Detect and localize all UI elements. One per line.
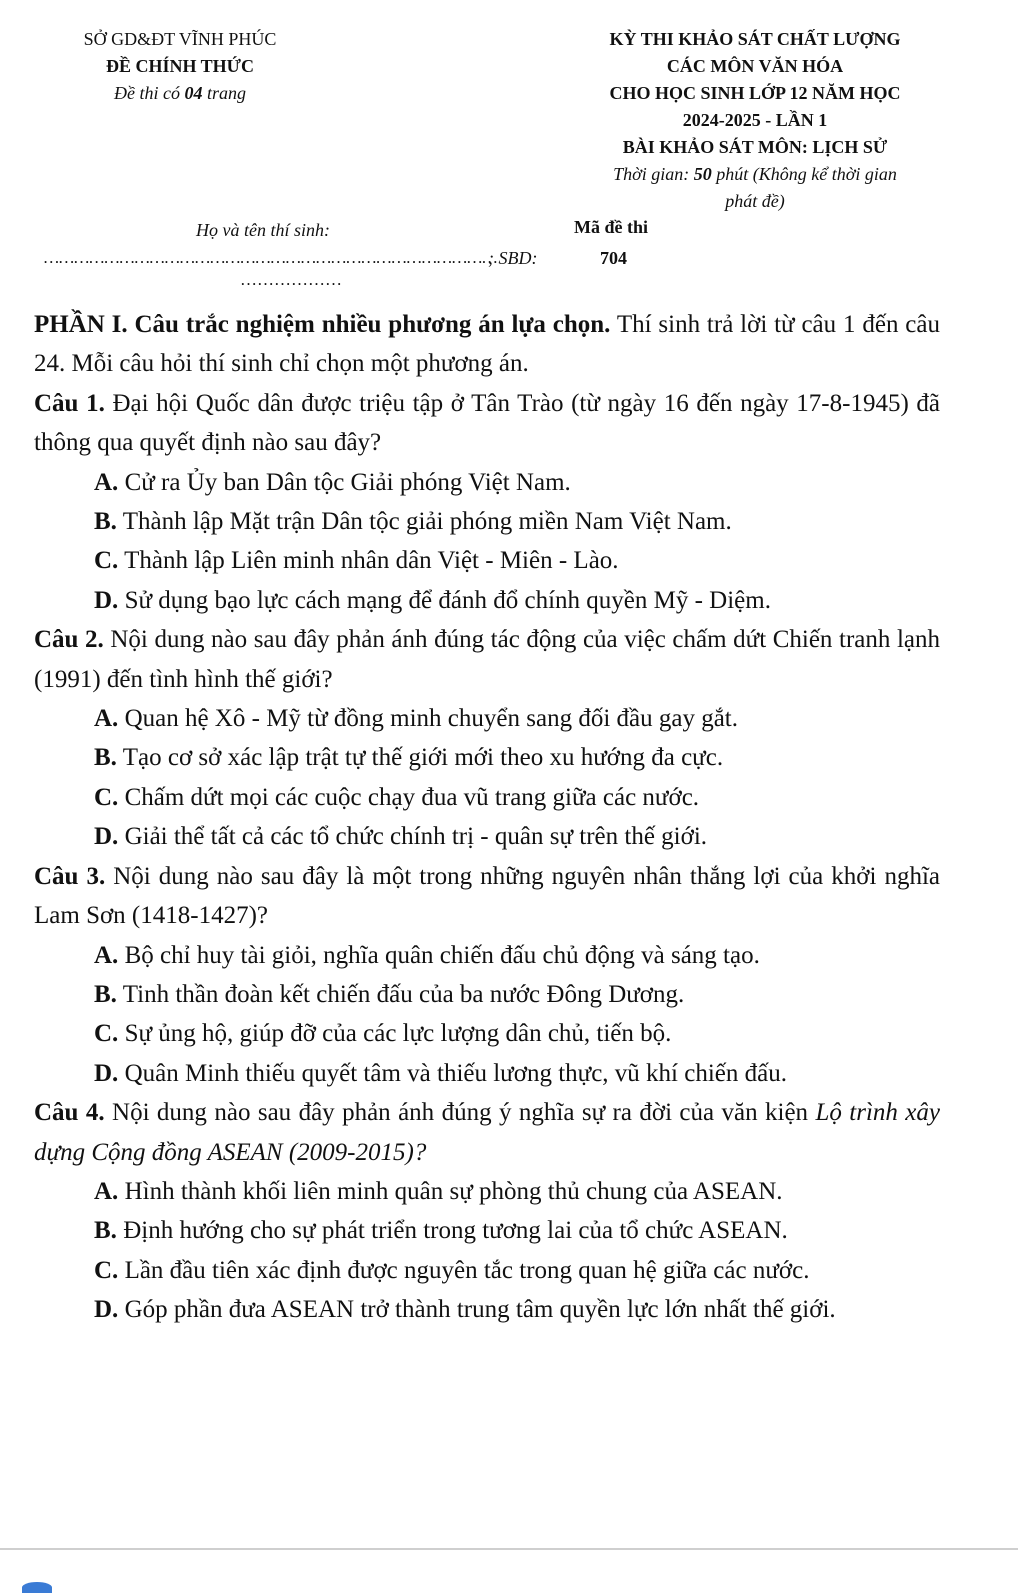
question-3-text: Nội dung nào sau đây là một trong những nguyên nhân thắng lợi của khởi nghĩa Lam Sơn (1418-1427)? (34, 862, 940, 930)
option-text: Thành lập Liên minh nhân dân Việt - Miên - Lào. (118, 547, 619, 575)
header-right (520, 26, 990, 215)
student-name-dots: ……………………………………………………………………………… (44, 248, 498, 267)
option-key: D. (94, 1059, 119, 1087)
header-left (0, 26, 360, 107)
question-2 (34, 620, 940, 699)
sbd-dots: ……………… (240, 270, 342, 289)
option-key: A. (94, 941, 119, 969)
exam-name-line3: CHO HỌC SINH LỚP 12 NĂM HỌC (609, 83, 901, 103)
exam-code-value: 704 (600, 248, 627, 268)
question-2-label: Câu 2. (34, 626, 104, 654)
question-2-option-a (34, 699, 940, 738)
option-text: Sử dụng bạo lực cách mạng để đánh đổ chính quyền Mỹ - Diệm. (118, 586, 771, 614)
exam-name-line4: 2024-2025 - LẦN 1 (682, 110, 828, 130)
question-4-option-c (34, 1251, 940, 1290)
part1-instruction: Thí sinh trả lời từ câu 1 đến câu 24. Mỗi câu hỏi thí sinh chỉ chọn một phương án. (34, 311, 940, 378)
part1-heading (34, 305, 940, 384)
option-key: B. (94, 508, 117, 536)
question-1-option-b (34, 502, 940, 541)
question-1-option-d (34, 581, 940, 620)
question-3-option-a (34, 936, 940, 975)
question-3 (34, 857, 940, 936)
official-label: ĐỀ CHÍNH THỨC (105, 56, 255, 76)
question-2-option-b (34, 738, 940, 777)
question-3-label: Câu 3. (34, 862, 106, 890)
option-text: Hình thành khối liên minh quân sự phòng thủ chung của ASEAN. (118, 1177, 783, 1205)
option-key: D. (94, 823, 119, 851)
option-key: A. (94, 468, 119, 496)
part1-title: PHẦN I. Câu trắc nghiệm nhiều phương án lựa chọn. (34, 311, 611, 338)
question-4-text: Nội dung nào sau đây phản ánh đúng ý nghĩa sự ra đời của văn kiện (104, 1099, 816, 1127)
question-4-document-title: Lộ trình xây dựng Cộng đồng ASEAN (2009-2015)? (34, 1099, 940, 1166)
question-4-label: Câu 4. (34, 1099, 105, 1127)
option-key: D. (94, 1296, 119, 1324)
question-3-option-c (34, 1014, 940, 1053)
exam-name-line1: KỲ THI KHẢO SÁT CHẤT LƯỢNG (609, 29, 901, 49)
option-text: Thành lập Mặt trận Dân tộc giải phóng miền Nam Việt Nam. (116, 508, 732, 536)
option-text: Định hướng cho sự phát triển trong tương lai của tổ chức ASEAN. (116, 1217, 788, 1245)
question-2-option-d (34, 817, 940, 856)
subject-title: BÀI KHẢO SÁT MÔN: LỊCH SỬ (622, 137, 888, 157)
question-2-option-c (34, 778, 940, 817)
option-text: Chấm dứt mọi các cuộc chạy đua vũ trang giữa các nước. (118, 783, 700, 811)
pages-note: Đề thi có 04 trang (114, 83, 246, 103)
option-text: Quân Minh thiếu quyết tâm và thiếu lương thực, vũ khí chiến đấu. (118, 1059, 787, 1087)
question-1-option-a (34, 463, 940, 502)
time-line1: Thời gian: 50 phút (Không kể thời gian (613, 164, 897, 184)
option-key: B. (94, 980, 117, 1008)
option-key: C. (94, 783, 119, 811)
option-key: C. (94, 1256, 119, 1284)
question-1-label: Câu 1. (34, 389, 105, 417)
page-bottom-divider (0, 1548, 1018, 1550)
option-key: D. (94, 586, 119, 614)
option-key: C. (94, 1020, 119, 1048)
exam-name-line2: CÁC MÔN VĂN HÓA (666, 56, 844, 76)
option-text: Tinh thần đoàn kết chiến đấu của ba nước Đông Dương. (116, 980, 685, 1008)
question-4 (34, 1093, 940, 1172)
question-3-option-b (34, 975, 940, 1014)
question-4-option-d (34, 1290, 940, 1329)
scroll-indicator[interactable] (22, 1582, 52, 1593)
option-key: B. (94, 744, 117, 772)
student-name-label: Họ và tên thí sinh: (196, 220, 330, 240)
question-4-option-b (34, 1211, 940, 1250)
option-text: Tạo cơ sở xác lập trật tự thế giới mới theo xu hướng đa cực. (116, 744, 724, 772)
option-text: Bộ chỉ huy tài giỏi, nghĩa quân chiến đấu chủ động và sáng tạo. (118, 941, 760, 969)
option-key: A. (94, 705, 119, 733)
exam-content (34, 305, 940, 1330)
option-text: Lần đầu tiên xác định được nguyên tắc trong quan hệ giữa các nước. (118, 1256, 810, 1284)
option-text: Góp phần đưa ASEAN trở thành trung tâm quyền lực lớn nhất thế giới. (118, 1296, 836, 1324)
option-key: A. (94, 1177, 119, 1205)
department-name: SỞ GD&ĐT VĨNH PHÚC (83, 29, 277, 49)
question-2-text: Nội dung nào sau đây phản ánh đúng tác động của việc chấm dứt Chiến tranh lạnh (1991) đến tình hình thế giới? (34, 626, 940, 693)
sbd-label: ; SBD: (488, 248, 538, 268)
question-1-option-c (34, 541, 940, 580)
exam-code-label: Mã đề thi (574, 217, 648, 237)
time-line2: phát đề) (725, 191, 785, 211)
question-1-text: Đại hội Quốc dân được triệu tập ở Tân Trào (từ ngày 16 đến ngày 17-8-1945) đã thông qua quyết định nào sau đây? (34, 389, 940, 457)
option-text: Quan hệ Xô - Mỹ từ đồng minh chuyển sang đối đầu gay gắt. (118, 705, 739, 733)
option-text: Giải thể tất cả các tổ chức chính trị - quân sự trên thế giới. (118, 823, 708, 851)
option-key: C. (94, 547, 119, 575)
question-1 (34, 384, 940, 463)
question-4-option-a (34, 1172, 940, 1211)
option-key: B. (94, 1217, 117, 1245)
option-text: Sự ủng hộ, giúp đỡ của các lực lượng dân chủ, tiến bộ. (118, 1020, 672, 1048)
question-3-option-d (34, 1054, 940, 1093)
option-text: Cử ra Ủy ban Dân tộc Giải phóng Việt Nam. (118, 468, 571, 496)
